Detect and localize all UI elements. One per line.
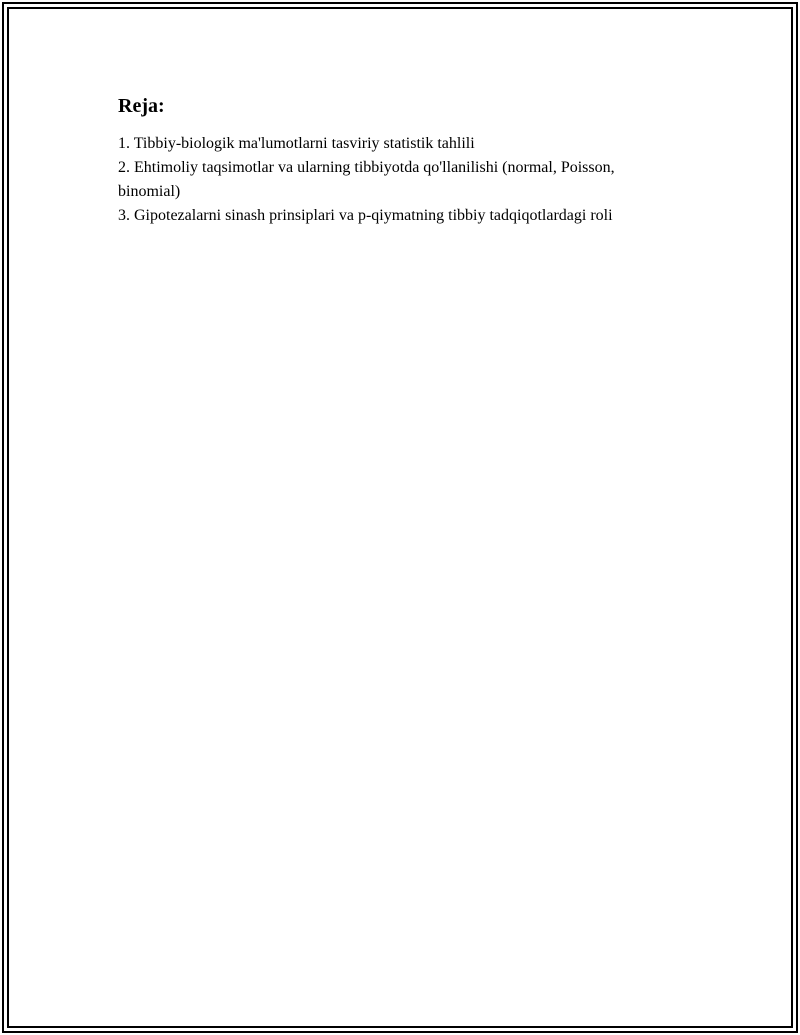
plan-list	[118, 132, 678, 228]
plan-item-1: 1. Tibbiy-biologik ma'lumotlarni tasviriy statistik tahlili	[118, 135, 475, 152]
plan-title: Reja:	[118, 95, 165, 117]
plan-item-3: 3. Gipotezalarni sinash prinsiplari va p-qiymatning tibbiy tadqiqotlardagi roli	[118, 207, 613, 224]
document-content	[118, 94, 678, 228]
plan-item-2: 2. Ehtimoliy taqsimotlar va ularning tibbiyotda qo'llanilishi (normal, Poisson, binomial)	[118, 159, 615, 200]
